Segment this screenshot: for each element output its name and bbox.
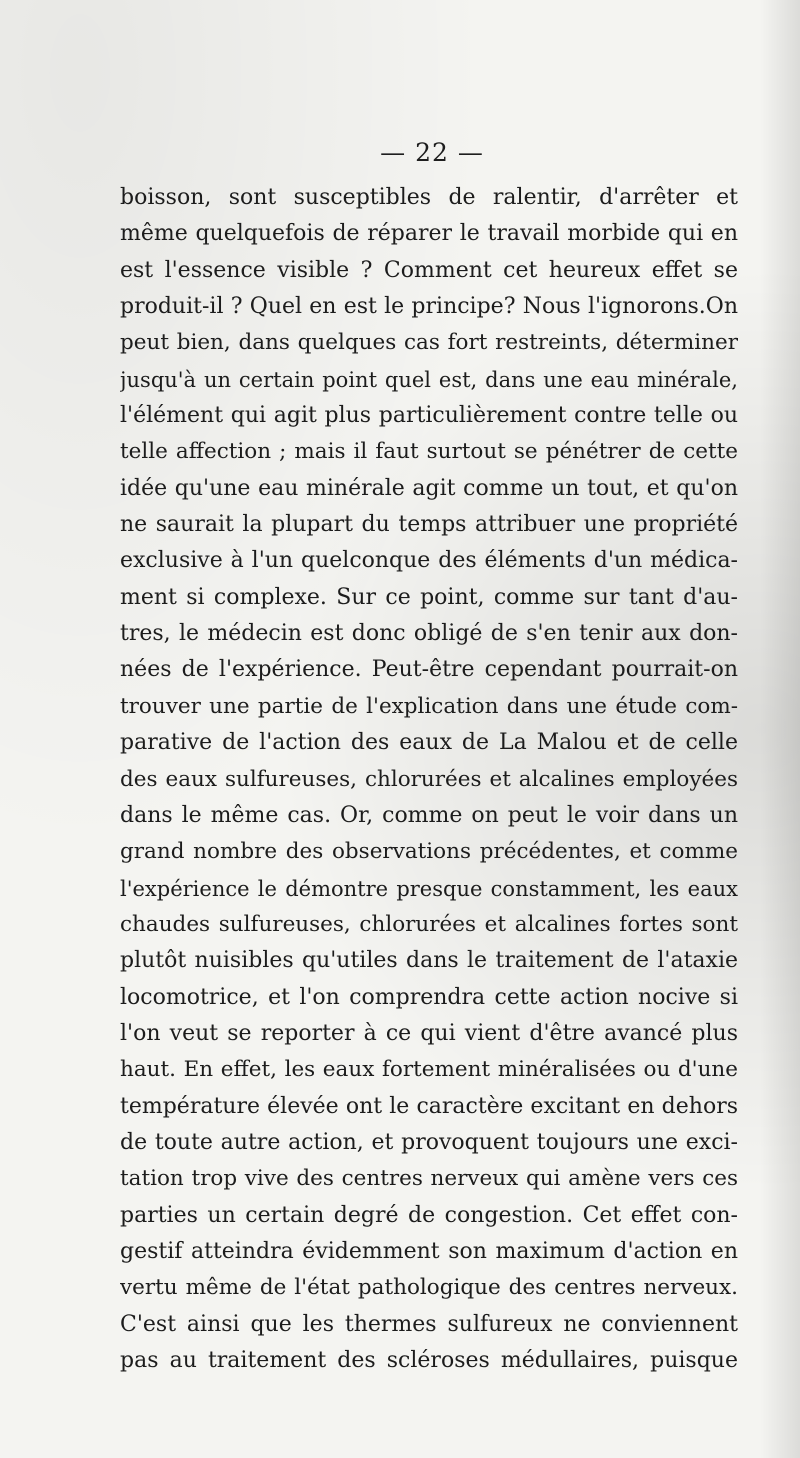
text-line: pas au traitement des scléroses médullaires, puisque <box>120 1348 738 1373</box>
text-line: peut bien, dans quelques cas fort restreints, déterminer <box>120 330 738 356</box>
text-line: température élevée ont le caractère excitant en dehors <box>120 1093 738 1119</box>
text-line: l'expérience le démontre presque constamment, les eaux <box>120 876 738 901</box>
text-line: chaudes sulfureuses, chlorurées et alcalines fortes sont <box>120 911 738 937</box>
text-line: ment si complexe. Sur ce point, comme sur tant d'au- <box>120 584 738 610</box>
text-line: tation trop vive des centres nerveux qui amène vers ces <box>120 1166 738 1192</box>
text-line: exclusive à l'un quelconque des éléments d'un médica- <box>120 548 738 574</box>
body-text <box>120 180 738 1379</box>
text-line: grand nombre des observations précédentes, et comme <box>120 839 738 865</box>
text-line: plutôt nuisibles qu'utiles dans le traitement de l'ataxie <box>120 948 738 974</box>
text-line: idée qu'une eau minérale agit comme un tout, et qu'on <box>120 475 738 501</box>
text-line: locomotrice, et l'on comprendra cette action nocive si <box>120 984 738 1010</box>
text-line: trouver une partie de l'explication dans une étude com- <box>120 693 738 719</box>
text-line: vertu même de l'état pathologique des centres nerveux. <box>120 1275 738 1301</box>
text-line: de toute autre action, et provoquent toujours une exci- <box>120 1129 738 1155</box>
text-line: parative de l'action des eaux de La Malou et de celle <box>120 730 738 756</box>
text-line: produit-il ? Quel en est le principe? Nous l'ignorons.On <box>120 294 738 320</box>
text-line: boisson, sont susceptibles de ralentir, d'arrêter et <box>120 185 738 210</box>
text-line: gestif atteindra évidemment son maximum d'action en <box>120 1238 738 1264</box>
text-line: l'élément qui agit plus particulièrement contre telle ou <box>120 403 738 429</box>
text-line: C'est ainsi que les thermes sulfureux ne conviennent <box>120 1311 738 1337</box>
text-line: telle affection ; mais il faut surtout se pénétrer de cette <box>120 439 738 465</box>
text-line: tres, le médecin est donc obligé de s'en tenir aux don- <box>120 621 738 647</box>
text-line: est l'essence visible ? Comment cet heureux effet se <box>120 257 738 283</box>
page-edge-shadow <box>760 0 800 1458</box>
page-number: — 22 — <box>380 138 484 167</box>
text-line: haut. En effet, les eaux fortement minéralisées ou d'une <box>120 1057 738 1083</box>
text-line: l'on veut se reporter à ce qui vient d'être avancé plus <box>120 1020 738 1046</box>
text-line: nées de l'expérience. Peut-être cependant pourrait-on <box>120 657 738 683</box>
text-line: jusqu'à un certain point quel est, dans une eau minérale, <box>120 367 738 392</box>
text-line: ne saurait la plupart du temps attribuer une propriété <box>120 512 738 538</box>
text-line: parties un certain degré de congestion. Cet effet con- <box>120 1202 738 1228</box>
text-line: même quelquefois de réparer le travail morbide qui en <box>120 221 738 247</box>
text-line: des eaux sulfureuses, chlorurées et alcalines employées <box>120 766 738 792</box>
text-line: dans le même cas. Or, comme on peut le voir dans un <box>120 802 738 828</box>
